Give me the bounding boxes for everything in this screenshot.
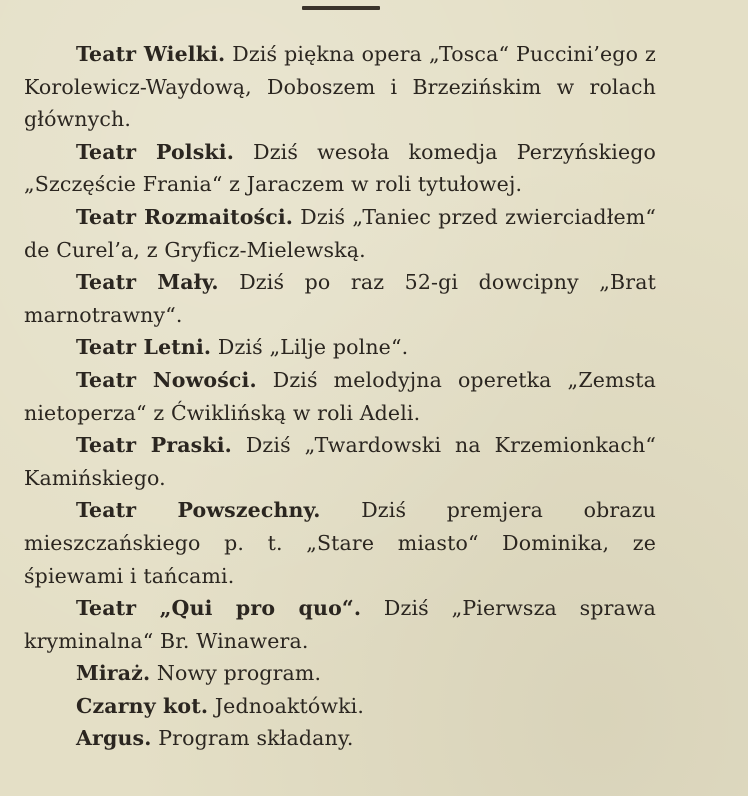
listing-teatr-powszechny (24, 494, 656, 592)
section-divider-rule (302, 6, 380, 10)
listing-name: Teatr Letni. (76, 335, 212, 360)
listing-miraz (24, 657, 656, 690)
listing-text: Dziś premjera obrazu mieszczańskiego p. t. „Stare miasto“ Dominika, ze śpiewami i tańcami. (24, 498, 656, 588)
listing-text: Dziś wesoła komedja Perzyńskiego „Szczęście Frania“ z Jaraczem w roli tytułowej. (24, 139, 657, 197)
listing-teatr-praski (24, 429, 656, 494)
listing-name: Teatr Wielki. (76, 42, 226, 66)
listing-text: Dziś „Lilje polne“. (217, 335, 409, 360)
listing-name: Teatr Powszechny. (76, 498, 321, 523)
listing-teatr-rozmaitosci (24, 201, 656, 266)
listing-teatr-maly (24, 266, 656, 331)
listing-name: Teatr „Qui pro quo“. (76, 596, 362, 621)
listing-name: Teatr Nowości. (76, 367, 257, 392)
listing-name: Miraż. (76, 661, 151, 686)
listing-czarny-kot (24, 690, 656, 723)
listing-text: Dziś po raz 52-gi dowcipny „Brat marnotrawny“. (24, 270, 656, 327)
listing-name: Teatr Rozmaitości. (76, 204, 294, 229)
listing-teatr-wielki (24, 38, 656, 136)
listing-text: Dziś piękna opera „Tosca“ Puccini’ego z Korolewicz-Waydową, Doboszem i Brzezińskim w rolach głównych. (24, 42, 656, 132)
listing-text: Dziś „Pierwsza sprawa kryminalna“ Br. Winawera. (24, 596, 656, 653)
listing-teatr-letni (24, 331, 656, 364)
listing-name: Teatr Praski. (76, 433, 232, 458)
listing-text: Dziś melodyjna operetka „Zemsta nietoperza“ z Ćwiklińską w roli Adeli. (24, 367, 657, 425)
listing-text: Nowy program. (156, 661, 322, 686)
listing-name: Teatr Mały. (76, 270, 219, 295)
listing-teatr-polski (24, 136, 656, 201)
listing-text: Jednoaktówki. (214, 693, 365, 718)
theatre-listings-column (24, 38, 656, 755)
listing-text: Dziś „Taniec przed zwierciadłem“ de Curel’a, z Gryficz-Mielewską. (24, 204, 656, 262)
listing-argus (24, 722, 656, 755)
listing-text: Dziś „Twardowski na Krzemionkach“ Kamińskiego. (24, 433, 656, 490)
listing-name: Argus. (76, 726, 152, 751)
listing-teatr-qui-pro-quo (24, 592, 656, 657)
listing-teatr-nowosci (24, 364, 656, 429)
listing-text: Program składany. (158, 726, 354, 751)
listing-name: Czarny kot. (76, 693, 209, 718)
listing-name: Teatr Polski. (76, 139, 235, 164)
